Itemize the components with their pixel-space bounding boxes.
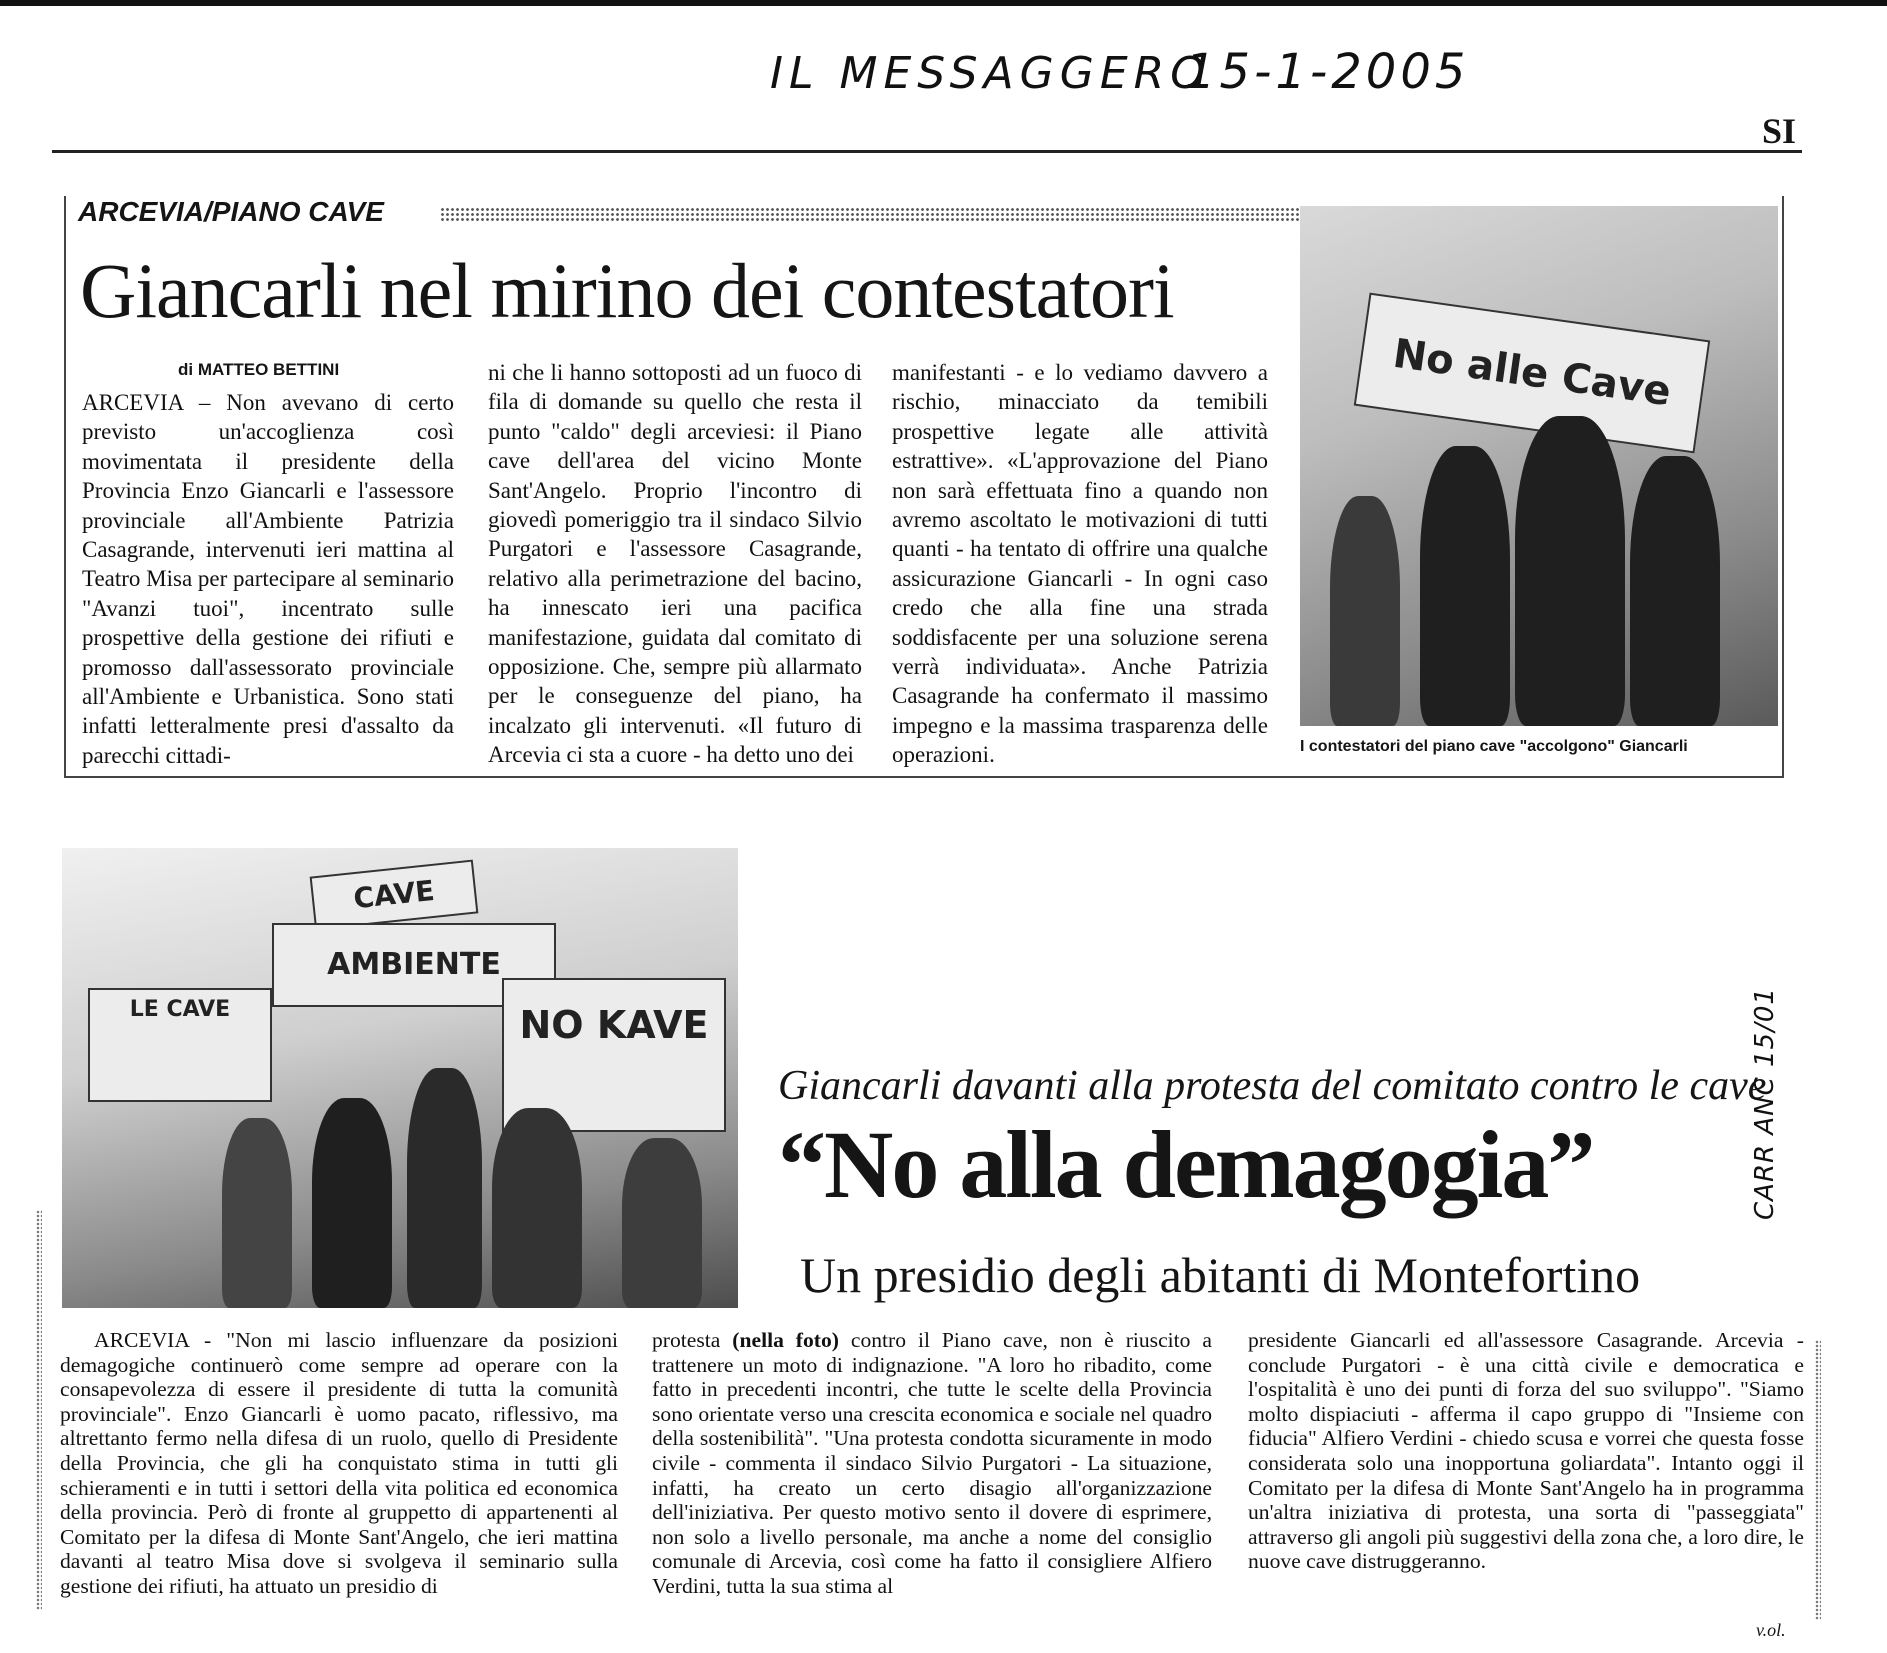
article2-column-2-text: contro il Piano cave, non è riuscito a trattenere un moto di indignazione. "A loro ho ribadito, come fatto in precedenti incontri, che tutte le scelte della Provincia sono orientate verso una crescita economica e sociale nel quadro della sostenibilità". "Una protesta condotta sicuramente in modo civile - commenta il sindaco Silvio Purgatori - La situazione, infatti, ha creato un certo disagio all'organizzazione dell'iniziativa. Per questo motivo sento il dovere di esprimere, non solo a livello personale, ma anche a nome del consiglio comunale di Arcevia, così come ha fatto il consigliere Alfiero Verdini, tutta la sua stima al xyxy=(652,1328,1212,1598)
article2-column-3: presidente Giancarli ed all'assessore Casagrande. Arcevia - conclude Purgatori - è una città civile e democratica e l'ospitalità è uno dei punti di forza del suo sviluppo". "Siamo molto dispiaciuti - afferma il capo gruppo di "Insieme con fiducia" Alfiero Verdini - chiedo scusa e vorrei che questa fosse considerata solo una inopportuna goliardata". Intanto oggi il Comitato per la difesa di Monte Sant'Angelo ha in programma un'altra iniziativa di protesta, una sorta di "passeggiata" attraverso gli angoli più suggestivi della zona che, a loro dire, le nuove cave distruggeranno. xyxy=(1248,1328,1804,1574)
scan-edge-strip xyxy=(36,1210,42,1610)
article2-column-2-lead: protesta xyxy=(652,1328,733,1352)
handwritten-date: 15-1-2005 xyxy=(1185,44,1470,100)
article2-column-2 xyxy=(652,1328,1212,1599)
kicker-dot-band xyxy=(440,207,1300,221)
protester-figure xyxy=(1630,456,1720,726)
scan-top-border xyxy=(0,0,1887,6)
page-header-rule xyxy=(52,150,1802,153)
article1-column-2: ni che li hanno sottoposti ad un fuoco di fila di domande su quello che resta il punto "caldo" degli arceviesi: il Piano cave dell'area del vicino Monte Sant'Angelo. Proprio l'incontro di giovedì pomeriggio tra il sindaco Silvio Purgatori e l'assessore Casagrande, relativo alla perimetrazione del bacino, ha innescato ieri una pacifica manifestazione, guidata dal comitato di opposizione. Che, sempre più allarmato per le conseguenze del piano, ha incalzato gli intervenuti. «Il futuro di Arcevia ci sta a cuore - ha detto uno dei xyxy=(488,360,862,768)
photo-reference: (nella foto) xyxy=(732,1328,839,1352)
article1-column-3: manifestanti - e lo vediamo davvero a rischio, minacciato da temibili prospettive legate alle attività estrattive». «L'approvazione del Piano non sarà effettuata fino a quando non avremo ascoltato le motivazioni di tutti quanti - ha tentato di offrire una qualche assicurazione Giancarli - In ogni caso credo che alla fine una strada soddisfacente per una soluzione serena verrà individuata». Anche Patrizia Casagrande ha confermato il massimo impegno e la massima trasparenza delle operazioni. xyxy=(892,360,1268,768)
article2-subheadline: Un presidio degli abitanti di Montefortino xyxy=(800,1247,1641,1303)
photo-banner: No alle Cave xyxy=(1354,293,1711,454)
margin-handwritten-note: CARR ANC 15/01 xyxy=(1750,987,1780,1220)
protest-sign: CAVE xyxy=(310,860,479,931)
page-section-fragment: SI xyxy=(1762,111,1797,151)
article2-photo xyxy=(62,848,738,1308)
article1-column-1: ARCEVIA – Non avevano di certo previsto un'accoglienza così movimentata il presidente della Provincia Enzo Giancarli e l'assessore provinciale all'Ambiente Patrizia Casagrande, intervenuti ieri mattina al Teatro Misa per partecipare al seminario "Avanzi tuoi", incentrato sulle prospettive della gestione dei rifiuti e promosso dall'assessorato provinciale all'Ambiente e Urbanistica. Sono stati infatti letteralmente presi d'assalto da parecchi cittadi- xyxy=(82,390,454,768)
article1-kicker: ARCEVIA/PIANO CAVE xyxy=(78,196,384,227)
protest-sign: AMBIENTE xyxy=(272,923,556,1007)
handwritten-source: IL MESSAGGERO xyxy=(770,48,1211,99)
article1-headline: Giancarli nel mirino dei contestatori xyxy=(80,247,1174,334)
article1-photo-caption: I contestatori del piano cave "accolgono" Giancarli xyxy=(1300,738,1688,755)
protester-figure xyxy=(407,1068,482,1308)
protester-figure xyxy=(492,1108,582,1308)
protester-figure xyxy=(622,1138,702,1308)
protest-sign: LE CAVE xyxy=(88,988,272,1102)
article2-signature: v.ol. xyxy=(1756,1620,1786,1640)
scan-edge-strip xyxy=(1815,1340,1821,1620)
article1-photo xyxy=(1300,206,1778,726)
protester-figure xyxy=(222,1118,292,1308)
protester-figure xyxy=(312,1098,392,1308)
protester-figure xyxy=(1420,446,1510,726)
article1-byline: di MATTEO BETTINI xyxy=(178,360,340,379)
article2-column-1: ARCEVIA - "Non mi lascio influenzare da posizioni demagogiche continuerò come sempre ad operare con la consapevolezza di essere il presidente di tutta la comunità provinciale". Enzo Giancarli è uomo pacato, riflessivo, ma altrettanto fermo nella difesa di un ruolo, quello di Presidente della Provincia, che gli ha conquistato stima in tutti gli schieramenti e in tutti i settori della vita politica ed economica della provincia. Però di fronte al gruppetto di appartenenti al Comitato per la difesa di Monte Sant'Angelo, che ieri mattina davanti al teatro Misa dove si svolgeva il seminario sulla gestione dei rifiuti, ha attuato un presidio di xyxy=(60,1328,618,1598)
article2-overline: Giancarli davanti alla protesta del comitato contro le cave xyxy=(778,1063,1767,1109)
protest-sign: NO KAVE xyxy=(502,978,726,1132)
protester-figure xyxy=(1330,496,1400,726)
protester-figure xyxy=(1515,416,1625,726)
article2-headline: “No alla demagogia” xyxy=(778,1111,1594,1218)
